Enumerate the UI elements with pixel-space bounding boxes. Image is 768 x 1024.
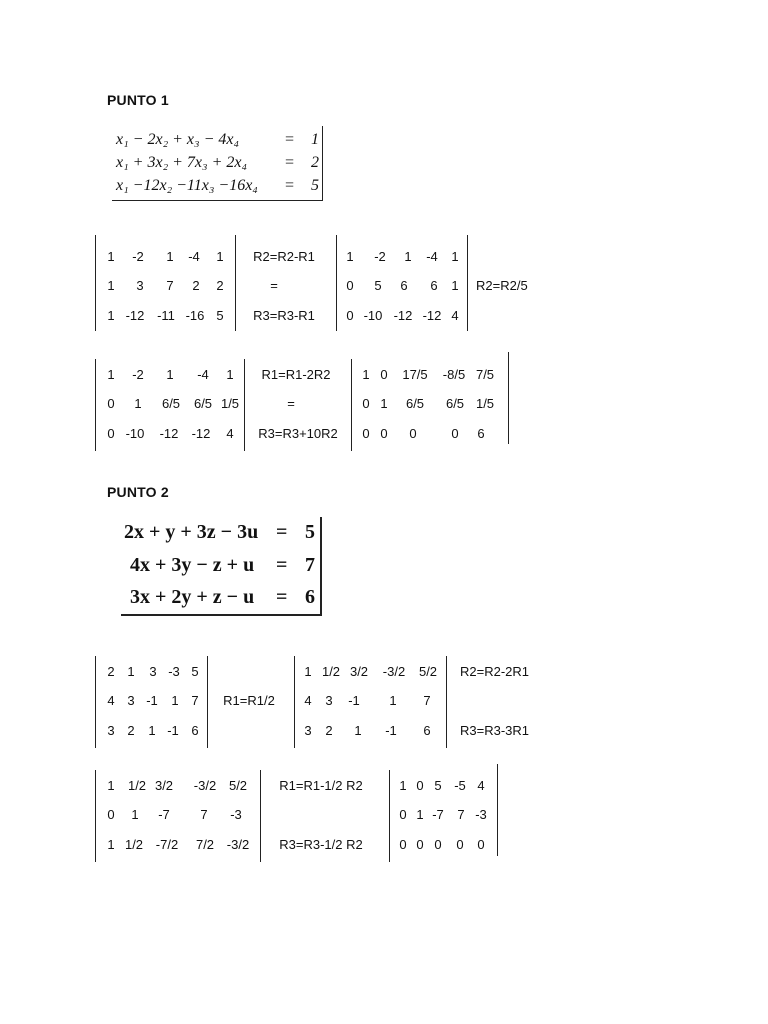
matrix-cell: 5 [216,308,224,323]
row-operation: R3=R3+10R2 [258,426,338,441]
matrix-cell: 4 [226,426,234,441]
system-frame-bottom [121,614,322,616]
matrix-cell: 7 [200,807,208,822]
matrix-cell: 1/5 [475,396,495,411]
matrix-bar [95,656,96,748]
matrix-bar [235,235,236,331]
matrix-cell: 0 [399,807,407,822]
matrix-cell: 1 [304,664,312,679]
matrix-cell: 0 [362,396,370,411]
matrix-cell: 5 [191,664,199,679]
matrix-cell: 17/5 [402,367,428,382]
matrix-cell: -4 [188,249,200,264]
system-frame-right [320,517,322,616]
p1-eq2-lhs: x₁ + 3x₂ + 7x₃ + 2x₄ [116,154,248,171]
row-operation: R1=R1/2 [223,693,275,708]
matrix-cell: -4 [197,367,209,382]
matrix-cell: 1 [107,778,115,793]
p2-eq1-rhs: 5 [305,521,315,543]
matrix-cell: -8/5 [442,367,466,382]
matrix-bar [446,656,447,748]
matrix-bar [244,359,245,451]
matrix-cell: 7 [423,693,431,708]
matrix-cell: 0 [107,396,115,411]
matrix-bar [95,770,96,862]
matrix-cell: 0 [416,778,424,793]
matrix-cell: -2 [374,249,386,264]
p1-eq1-lhs: x₁ − 2x₂ + x₃ − 4x₄ [116,131,240,148]
matrix-cell: 1 [171,693,179,708]
matrix-cell: -11 [157,308,175,323]
matrix-cell: 6 [430,278,438,293]
matrix-cell: 0 [416,837,424,852]
matrix-bar [95,235,96,331]
row-operation: = [270,278,278,293]
row-operation: R2=R2/5 [476,278,528,293]
matrix-cell: 0 [451,426,459,441]
p2-eq2-lhs: 4x + 3y − z + u [130,554,255,576]
matrix-cell: -7 [432,807,444,822]
matrix-cell: 1 [380,396,388,411]
matrix-bar [508,352,509,444]
matrix-cell: 1 [127,664,135,679]
matrix-cell: 1/2 [127,778,147,793]
matrix-cell: 0 [409,426,417,441]
matrix-cell: 1 [399,778,407,793]
matrix-cell: 2 [325,723,333,738]
matrix-cell: -1 [385,723,397,738]
matrix-cell: -12 [125,308,145,323]
matrix-bar [497,764,498,856]
matrix-cell: 1 [416,807,424,822]
matrix-cell: -12 [393,308,413,323]
matrix-bar [260,770,261,862]
matrix-cell: 3 [304,723,312,738]
matrix-cell: 1 [389,693,397,708]
p2-eq2-rhs: 7 [305,554,315,576]
p2-eq2-equals: = [276,554,288,576]
matrix-cell: 7 [166,278,174,293]
matrix-cell: 0 [107,426,115,441]
matrix-bar [294,656,295,748]
matrix-cell: 6 [477,426,485,441]
matrix-cell: 7/2 [195,837,215,852]
matrix-cell: 6/5 [405,396,425,411]
matrix-bar [467,235,468,331]
matrix-cell: 1/2 [124,837,144,852]
matrix-cell: -1 [146,693,158,708]
matrix-bar [95,359,96,451]
matrix-cell: -3 [475,807,487,822]
row-operation: = [287,396,295,411]
matrix-cell: 0 [434,837,442,852]
matrix-cell: 3 [107,723,115,738]
matrix-cell: 6 [423,723,431,738]
row-operation: R2=R2-R1 [253,249,315,264]
matrix-cell: 5 [374,278,382,293]
row-operation: R3=R3-R1 [253,308,315,323]
matrix-cell: 0 [346,278,354,293]
p1-eq2-rhs: 2 [311,154,319,171]
matrix-cell: 0 [362,426,370,441]
p2-eq3-lhs: 3x + 2y + z − u [130,586,255,608]
matrix-bar [207,656,208,748]
matrix-cell: 2 [127,723,135,738]
system-frame-bottom [112,200,323,201]
matrix-cell: 0 [399,837,407,852]
matrix-cell: 0 [477,837,485,852]
matrix-cell: -5 [454,778,466,793]
matrix-bar [389,770,390,862]
matrix-cell: 1 [107,308,115,323]
matrix-cell: 1 [107,249,115,264]
matrix-cell: 1 [148,723,156,738]
row-operation: R1=R1-1/2 R2 [279,778,363,793]
matrix-cell: 4 [107,693,115,708]
matrix-cell: 5/2 [228,778,248,793]
matrix-cell: 1 [404,249,412,264]
matrix-cell: 2 [192,278,200,293]
matrix-cell: 7 [457,807,465,822]
matrix-cell: -16 [185,308,205,323]
punto1-heading: PUNTO 1 [107,92,169,108]
matrix-cell: 1/5 [220,396,240,411]
matrix-cell: -1 [348,693,360,708]
matrix-cell: 4 [451,308,459,323]
matrix-cell: 4 [304,693,312,708]
matrix-cell: 1 [362,367,370,382]
matrix-cell: -12 [159,426,179,441]
matrix-cell: 2 [216,278,224,293]
matrix-cell: 6/5 [193,396,213,411]
matrix-cell: 1 [346,249,354,264]
p2-eq3-rhs: 6 [305,586,315,608]
matrix-bar [336,235,337,331]
matrix-cell: 6 [400,278,408,293]
matrix-cell: 0 [456,837,464,852]
p2-eq1-equals: = [276,521,288,543]
matrix-cell: 3 [136,278,144,293]
matrix-cell: -2 [132,367,144,382]
matrix-cell: 3/2 [349,664,369,679]
matrix-cell: 6 [191,723,199,738]
matrix-cell: 1 [166,367,174,382]
matrix-cell: -3/2 [382,664,406,679]
matrix-cell: 1 [451,249,459,264]
p1-eq1-equals: = [284,131,295,148]
matrix-cell: 6/5 [445,396,465,411]
row-operation: R3=R3-3R1 [460,723,530,738]
matrix-cell: 1 [134,396,142,411]
matrix-cell: -2 [132,249,144,264]
row-operation: R2=R2-2R1 [460,664,530,679]
matrix-cell: -1 [167,723,179,738]
p1-eq3-rhs: 5 [311,177,319,194]
matrix-cell: -3 [230,807,242,822]
matrix-cell: 0 [380,367,388,382]
p1-eq3-lhs: x₁ −12x₂ −11x₃ −16x₄ [116,177,258,194]
matrix-cell: -3/2 [193,778,217,793]
row-operation: R1=R1-2R2 [261,367,331,382]
matrix-cell: 4 [477,778,485,793]
matrix-cell: 3/2 [154,778,174,793]
matrix-bar [351,359,352,451]
matrix-cell: -7/2 [155,837,179,852]
matrix-cell: -3 [168,664,180,679]
p1-eq1-rhs: 1 [311,131,319,148]
p1-eq2-equals: = [284,154,295,171]
matrix-cell: -12 [422,308,442,323]
matrix-cell: 0 [380,426,388,441]
matrix-cell: 5 [434,778,442,793]
matrix-cell: 2 [107,664,115,679]
p2-eq1-lhs: 2x + y + 3z − 3u [124,521,259,543]
matrix-cell: 3 [149,664,157,679]
punto2-heading: PUNTO 2 [107,484,169,500]
matrix-cell: -10 [363,308,383,323]
row-operation: R3=R3-1/2 R2 [279,837,363,852]
system-frame-right [322,126,323,200]
matrix-cell: 1 [131,807,139,822]
matrix-cell: 1 [107,837,115,852]
matrix-cell: 3 [127,693,135,708]
matrix-cell: 7/5 [475,367,495,382]
matrix-cell: -4 [426,249,438,264]
matrix-cell: 1 [166,249,174,264]
matrix-cell: 1 [107,278,115,293]
matrix-cell: 0 [107,807,115,822]
matrix-cell: 1 [354,723,362,738]
matrix-cell: 6/5 [161,396,181,411]
matrix-cell: 0 [346,308,354,323]
matrix-cell: -10 [125,426,145,441]
matrix-cell: 1 [107,367,115,382]
matrix-cell: 7 [191,693,199,708]
matrix-cell: 1/2 [321,664,341,679]
matrix-cell: 1 [216,249,224,264]
p2-eq3-equals: = [276,586,288,608]
matrix-cell: 5/2 [418,664,438,679]
p1-eq3-equals: = [284,177,295,194]
matrix-cell: 1 [226,367,234,382]
matrix-cell: -7 [158,807,170,822]
matrix-cell: -3/2 [226,837,250,852]
matrix-cell: 3 [325,693,333,708]
matrix-cell: 1 [451,278,459,293]
matrix-cell: -12 [191,426,211,441]
